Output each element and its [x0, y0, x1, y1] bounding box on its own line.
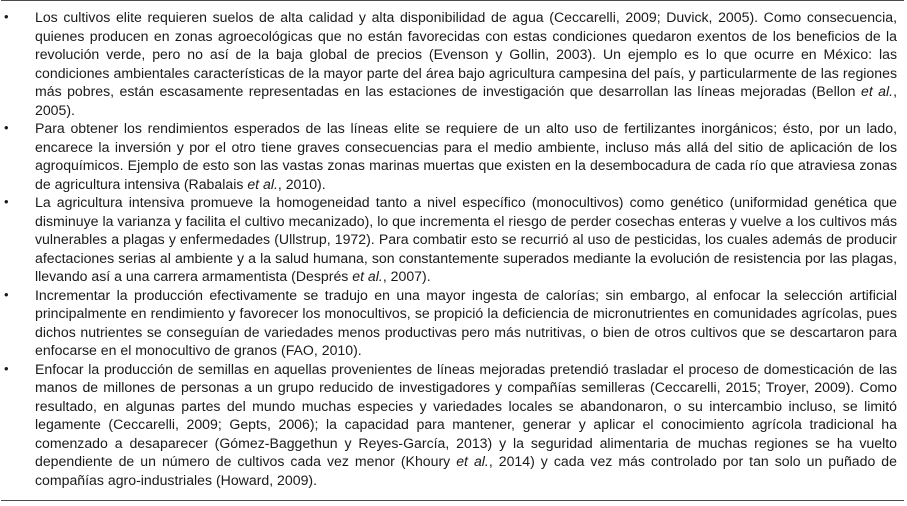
- text-segment-italic: et al.: [456, 453, 489, 469]
- text-segment: , 2014) y cada vez más controlado por tan solo un puñado de compañías agro-industriales (Howard, 2009).: [35, 453, 897, 488]
- bullet-marker: •: [4, 360, 9, 376]
- text-segment: , 2007).: [382, 268, 431, 284]
- document-text-box: [1, 0, 904, 501]
- bullet-item: [1, 193, 904, 286]
- text-segment-italic: et al.: [247, 175, 278, 192]
- text-segment: Incrementar la producción efectivamente se tradujo en una mayor ingesta de calorías; sin embargo, al enfocar la selección artificial principalmente en rendimiento y favorecer los monocultivos, se propició la deficiencia de micronutrientes en comunidades agrícolas, pues dichos nutrientes se conseguían de variedades menos productivas pero más nutritivas, o bien de otros cultivos que se descartaron para enfocarse en el monocultivo de granos (FAO, 2010).: [35, 286, 897, 358]
- text-segment: , 2010).: [277, 175, 326, 192]
- text-segment-italic: et al.: [352, 268, 383, 284]
- text-segment: Para obtener los rendimientos esperados de las líneas elite se requiere de un alto uso de fertilizantes inorgánicos; ésto, por un lado, encarece la inversión y por el otro tiene graves consecuencias para el medio ambiente, incluso más allá del sitio de aplicación de los agroquímicos. Ejemplo de esto son las vastas zonas marinas muertas que existen en la desembocadura de cada río que atraviesa zonas de agricultura intensiva (Rabalais: [35, 120, 897, 192]
- bullet-marker: •: [4, 194, 9, 209]
- bullet-item: [1, 286, 904, 360]
- text-segment: La agricultura intensiva promueve la homogeneidad tanto a nivel específico (monocultivos) como genético (uniformidad genética que disminuye la varianza y facilita el cultivo mecanizado), lo que incrementa el riesgo de perder cosechas enteras y vuelve a los cultivos más vulnerables a plagas y enfermedades (Ullstrup, 1972). Para combatir esto se recurrió al uso de pesticidas, los cuales además de producir afectaciones serias al ambiente y a la salud humana, son constantemente superados mediante la evolución de resistencia por las plagas, llevando así a una carrera armamentista (Després: [35, 194, 897, 284]
- text-segment: Los cultivos elite requieren suelos de alta calidad y alta disponibilidad de agua (Ceccarelli, 2009; Duvick, 2005). Como consecuencia, quienes producen en zonas agroecológicas que no están favorecidas con estas condiciones quedaron exentos de los beneficios de la revolución verde, pero no así de la baja global de precios (Evenson y Gollin, 2003). Un ejemplo es lo que ocurre en México: las condiciones ambientales características de la mayor parte del área bajo agricultura campesina del país, y particularmente de las regiones más pobres, están escasamente representadas en las estaciones de investigación que desarrollan las líneas mejoradas (Bellon: [35, 9, 897, 99]
- bullet-item: [1, 119, 904, 193]
- bullet-list: [1, 8, 904, 489]
- bullet-marker: •: [4, 9, 9, 24]
- text-segment: Enfocar la producción de semillas en aquellas provenientes de líneas mejoradas pretendió trasladar el proceso de domesticación de las manos de millones de personas a un grupo reducido de investigadores y compañías semilleras (Ceccarelli, 2015; Troyer, 2009). Como resultado, en algunas partes del mundo muchas especies y variedades locales se abandonaron, o su intercambio incluso, se limitó legamente (Ceccarelli, 2009; Gepts, 2006); la capacidad para mantener, generar y aplicar el conocimiento agrícola tradicional ha comenzado a desaparecer (Gómez-Baggethun y Reyes-García, 2013) y la seguridad alimentaria de muchas regiones se ha vuelto dependiente de un número de cultivos cada vez menor (Khoury: [35, 360, 897, 469]
- bullet-marker: •: [4, 286, 9, 302]
- bullet-item: [1, 8, 904, 119]
- bullet-marker: •: [4, 120, 9, 135]
- text-segment-italic: et al.: [860, 83, 894, 99]
- text-segment: , 2005).: [35, 83, 897, 118]
- bullet-item: [1, 360, 904, 490]
